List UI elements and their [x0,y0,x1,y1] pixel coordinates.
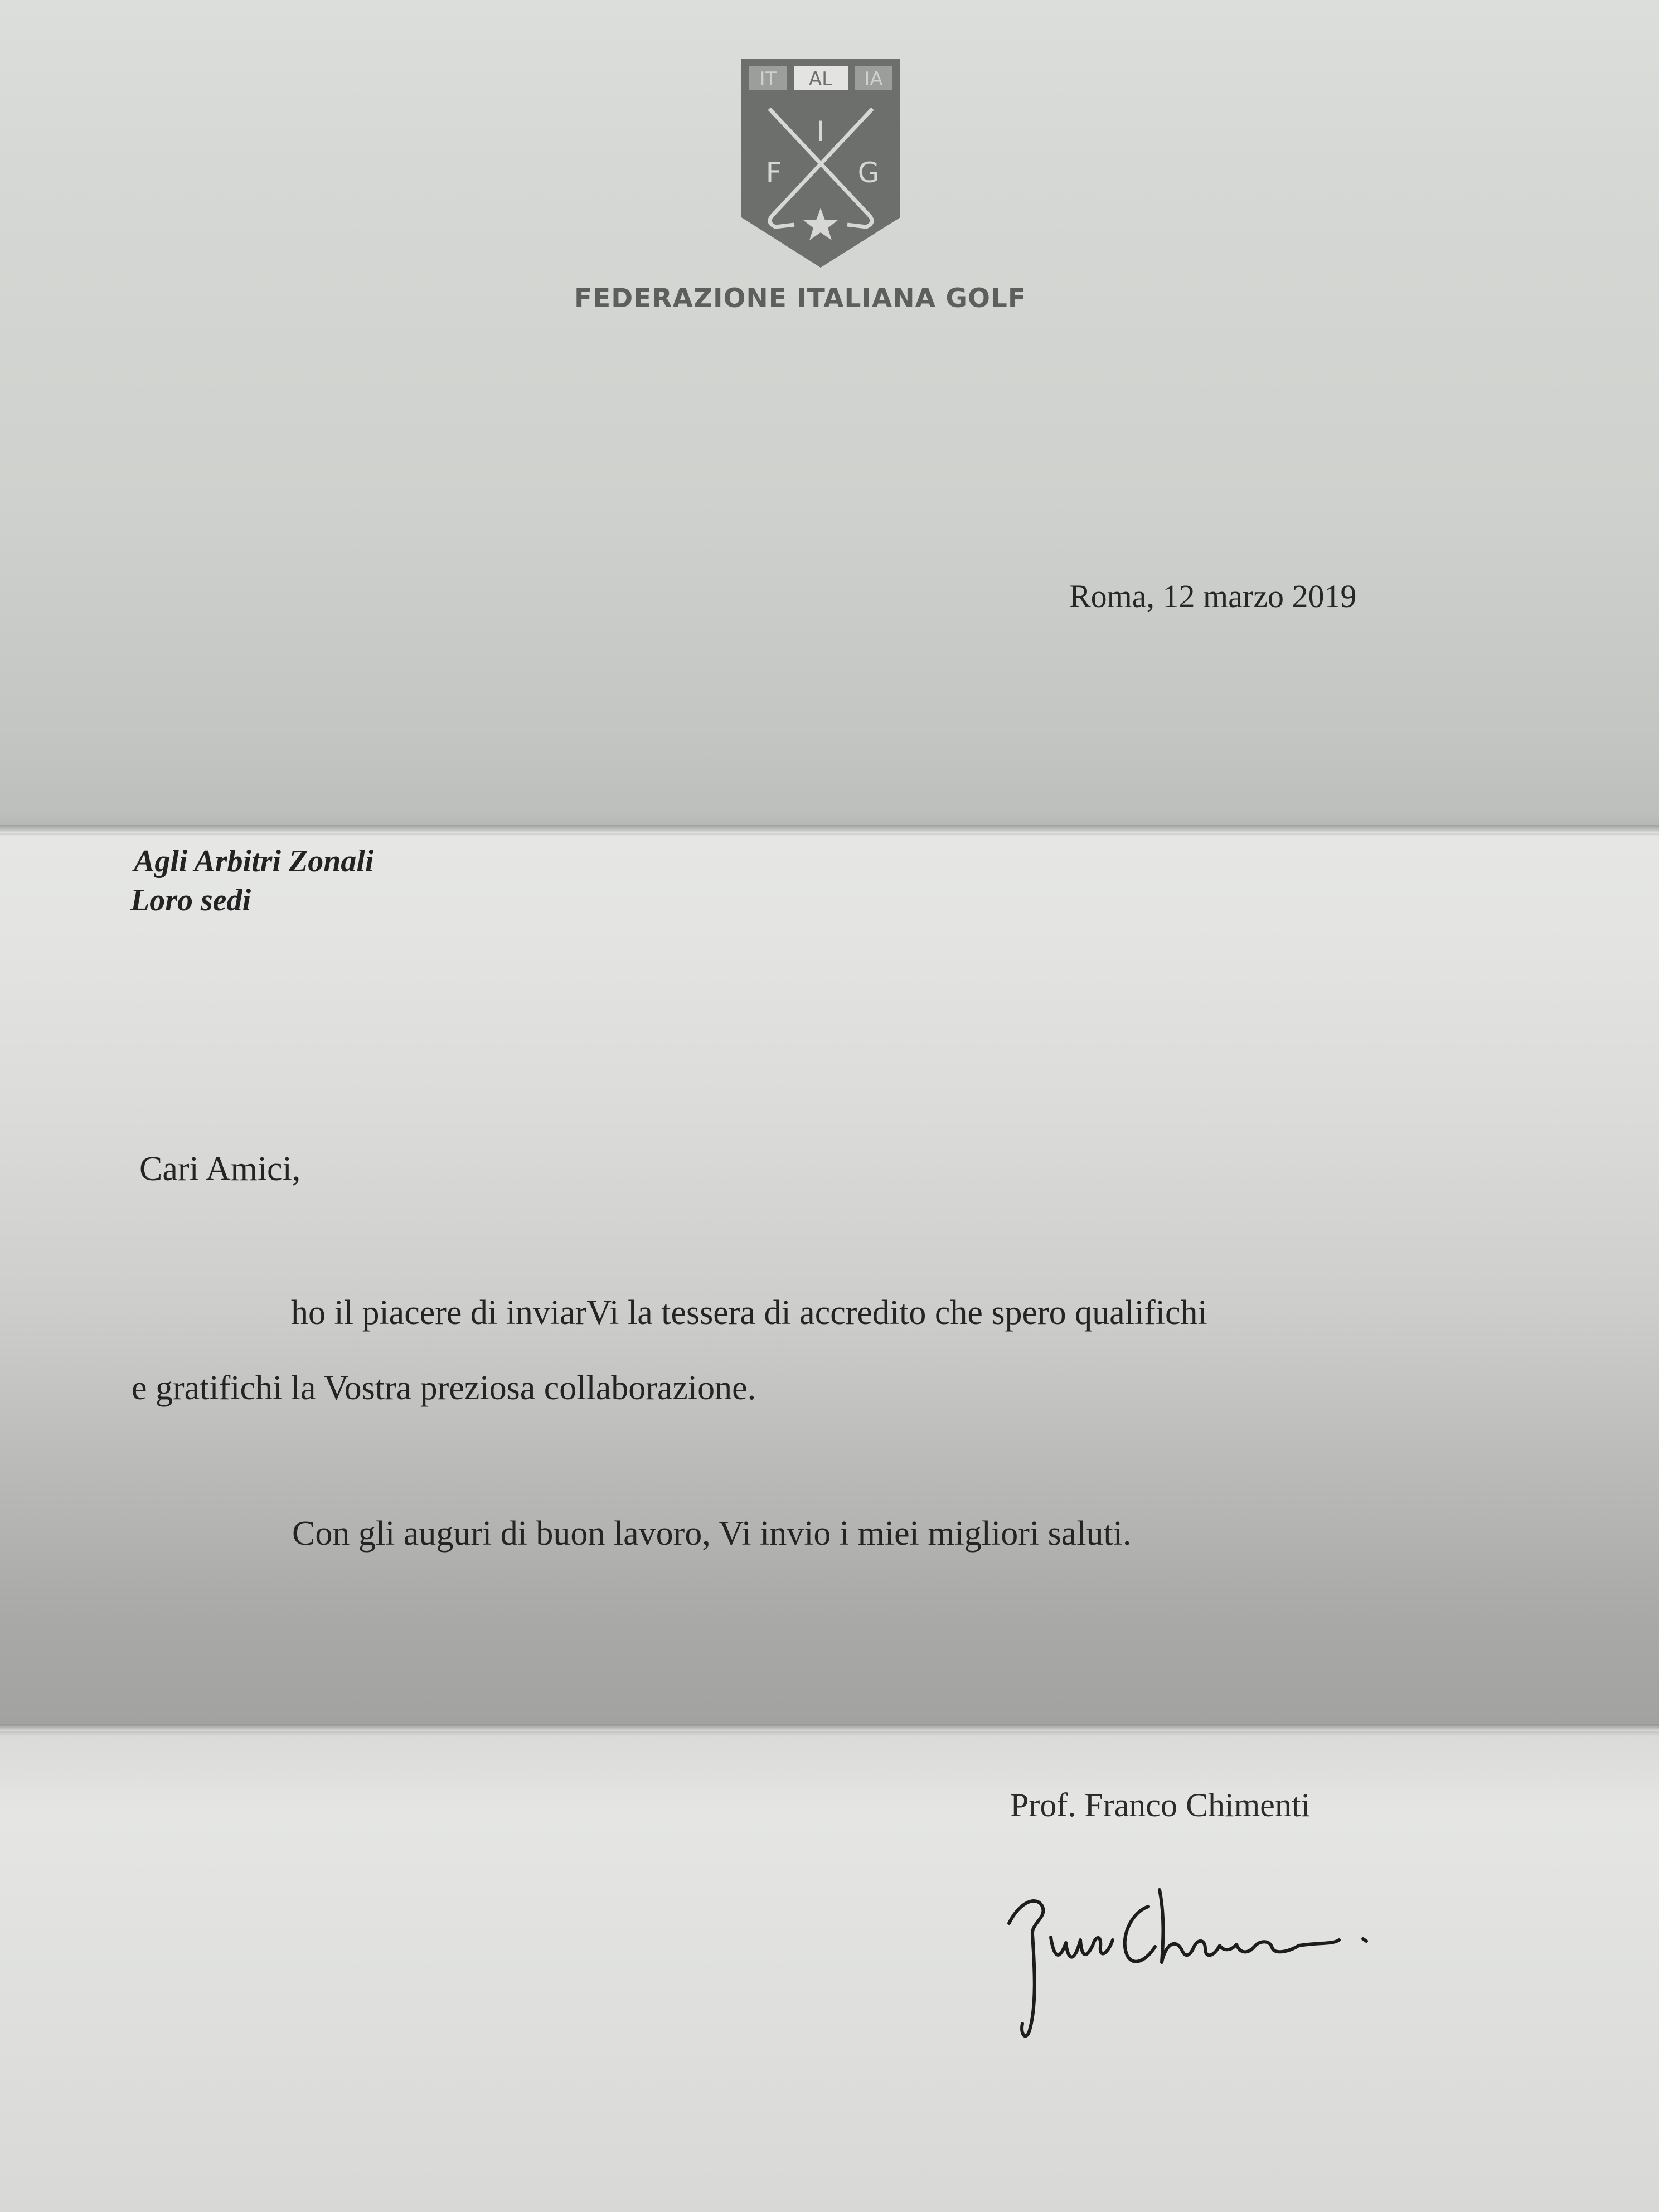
recipient-block [130,842,374,920]
logo-letters-ia: IA [864,68,883,90]
logo-letter-g: G [857,157,880,189]
paragraph-1-line-1: ho il piacere di inviarVi la tessera di accredito che spero qualifichi [291,1294,1207,1332]
logo-letter-f: F [765,157,782,189]
logo-letters-al: AL [808,68,833,90]
paper-fold-lower [0,1724,1659,1731]
paragraph-1-line-2: e gratifichi la Vostra preziosa collaborazione. [132,1369,756,1407]
paper-fold-upper [0,825,1659,833]
signer-name: Prof. Franco Chimenti [1010,1787,1311,1823]
letter-date: Roma, 12 marzo 2019 [1069,578,1357,614]
recipient-line-2: Loro sedi [130,883,251,918]
logo-letter-i: I [816,115,825,148]
handwritten-signature [998,1884,1410,2051]
paragraph-2: Con gli auguri di buon lavoro, Vi invio i miei migliori saluti. [292,1515,1132,1553]
recipient-line-1: Agli Arbitri Zonali [134,844,374,879]
fig-logo-icon [741,59,900,268]
logo-letters-it: IT [759,68,777,90]
salutation: Cari Amici, [139,1150,301,1188]
organization-name: FEDERAZIONE ITALIANA GOLF [574,283,1026,314]
